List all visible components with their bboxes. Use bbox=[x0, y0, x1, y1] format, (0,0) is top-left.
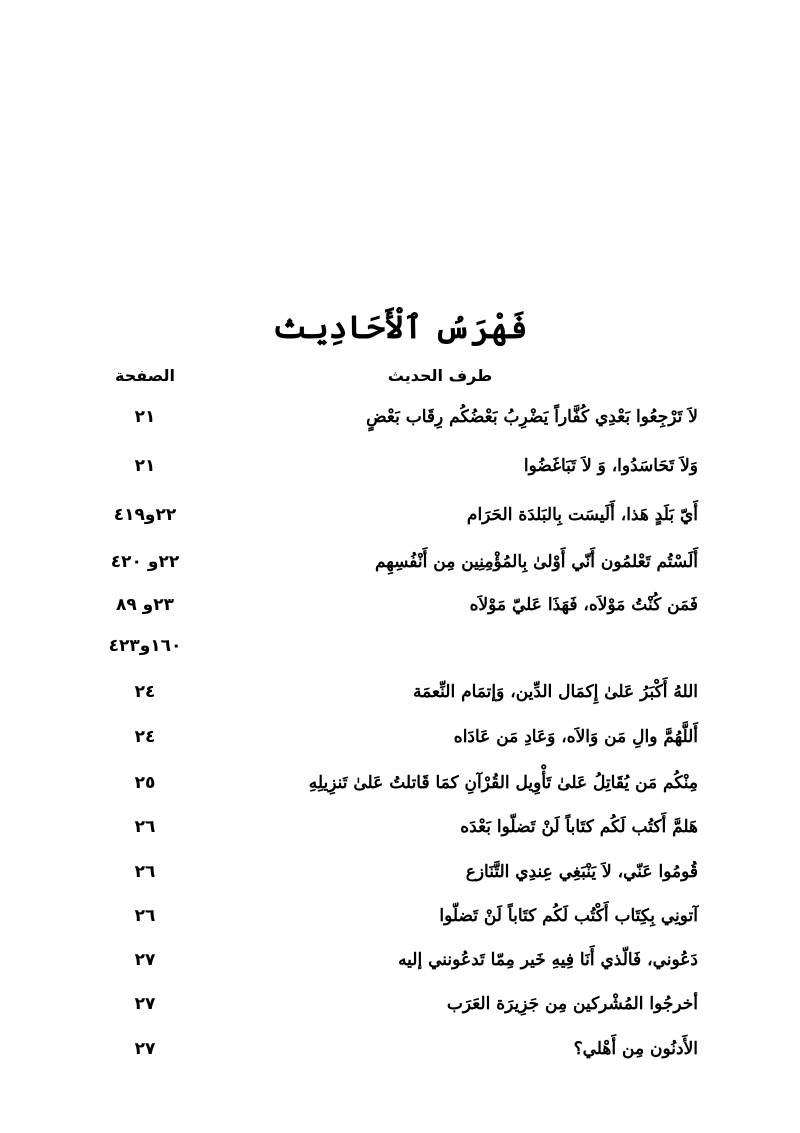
page-number: ٢٧ bbox=[134, 994, 156, 1014]
hadith-text: اللهُ أَكْبَرُ عَلىٰ إِكمَال الدِّين، وَإتمَام النِّعمَة bbox=[413, 682, 698, 702]
header-hadith-topic: طرف الحديث bbox=[387, 366, 493, 385]
page-title: فَهْرَسُ ٱلْأَحَادِيث bbox=[272, 308, 528, 346]
page-number: ٢٢و٤١٩ bbox=[113, 505, 177, 525]
page-number: ٢١ bbox=[134, 407, 156, 427]
hadith-text: دَعُوني، فَالّذي أَنَا فِيهِ خَير مِمّا تَدعُونني إليه bbox=[398, 950, 698, 970]
index-row bbox=[0, 717, 800, 757]
index-row bbox=[0, 446, 800, 486]
page-number: ٢٥ bbox=[134, 773, 156, 793]
index-row bbox=[0, 852, 800, 892]
hadith-text: فَمَن كُنْتُ مَوْلاَه، فَهَذَا عَليّ مَوْلاَه bbox=[469, 595, 698, 615]
hadith-text: الأَدنُون مِن أَهْلي؟ bbox=[573, 1039, 698, 1059]
index-row bbox=[0, 585, 800, 625]
page-number: ٢٦ bbox=[134, 817, 156, 837]
hadith-text: أَيّ بَلَدٍ هَذا، أَلَيسَت بِالبَلدَة الحَرَام bbox=[466, 505, 698, 525]
index-row bbox=[0, 896, 800, 936]
hadith-text: قُومُوا عَنّي، لاَ يَنْبَغِي عِندِي التَّنَازع bbox=[465, 862, 698, 882]
hadith-text: هَلمَّ أَكتُب لَكُم كتَاباً لَنْ تَضلّوا بَعْدَه bbox=[460, 817, 698, 837]
index-row bbox=[0, 807, 800, 847]
index-row-continuation bbox=[0, 626, 800, 666]
hadith-text: أخرجُوا المُشْركين مِن جَزِيرَة العَرَب bbox=[446, 994, 698, 1014]
index-row bbox=[0, 495, 800, 535]
hadith-text: وَلاَ تَحَاسَدُوا، وَ لاَ تَبَاغَضُوا bbox=[523, 456, 698, 476]
hadith-text: أَلَسْتُم تَعْلمُون أَنّي أَوْلىٰ بِالمُؤْمِنِين مِن أَنْفُسِهِم bbox=[374, 552, 698, 572]
header-page-number: الصفحة bbox=[114, 366, 175, 385]
index-row bbox=[0, 1029, 800, 1069]
page-number: ٢٦ bbox=[134, 906, 156, 926]
hadith-text: أَللَّهُمَّ والِ مَن وَالاَه، وَعَادِ مَن عَادَاه bbox=[453, 727, 698, 747]
page-number: ٢٤ bbox=[134, 682, 156, 702]
page-number: ٢٢و ٤٢٠ bbox=[110, 552, 180, 572]
index-row bbox=[0, 984, 800, 1024]
page-number: ٢٧ bbox=[134, 1039, 156, 1059]
index-row bbox=[0, 397, 800, 437]
index-row bbox=[0, 763, 800, 803]
page-number: ١٦٠و٤٢٣ bbox=[108, 636, 182, 656]
index-row bbox=[0, 672, 800, 712]
page-number: ٢١ bbox=[134, 456, 156, 476]
index-row bbox=[0, 940, 800, 980]
hadith-text: لاَ تَرْجِعُوا بَعْدِي كُفَّاراً يَضْرِبُ بَعْضُكُم رِقَاب بَعْضٍ bbox=[366, 407, 698, 427]
page-number: ٢٤ bbox=[134, 727, 156, 747]
page-number: ٢٣و ٨٩ bbox=[115, 595, 175, 615]
page-number: ٢٧ bbox=[134, 950, 156, 970]
hadith-text: مِنْكُم مَن يُقَاتِلُ عَلىٰ تَأْوِيل القُرْآنِ كمَا قَاتلتُ عَلىٰ تَنزِيلِهِ bbox=[308, 773, 698, 793]
hadith-text: آتونِي بِكِتَاب أَكْتُب لَكُم كتَاباً لَنْ تَضلّوا bbox=[439, 906, 698, 926]
index-row bbox=[0, 542, 800, 582]
page-number: ٢٦ bbox=[134, 862, 156, 882]
